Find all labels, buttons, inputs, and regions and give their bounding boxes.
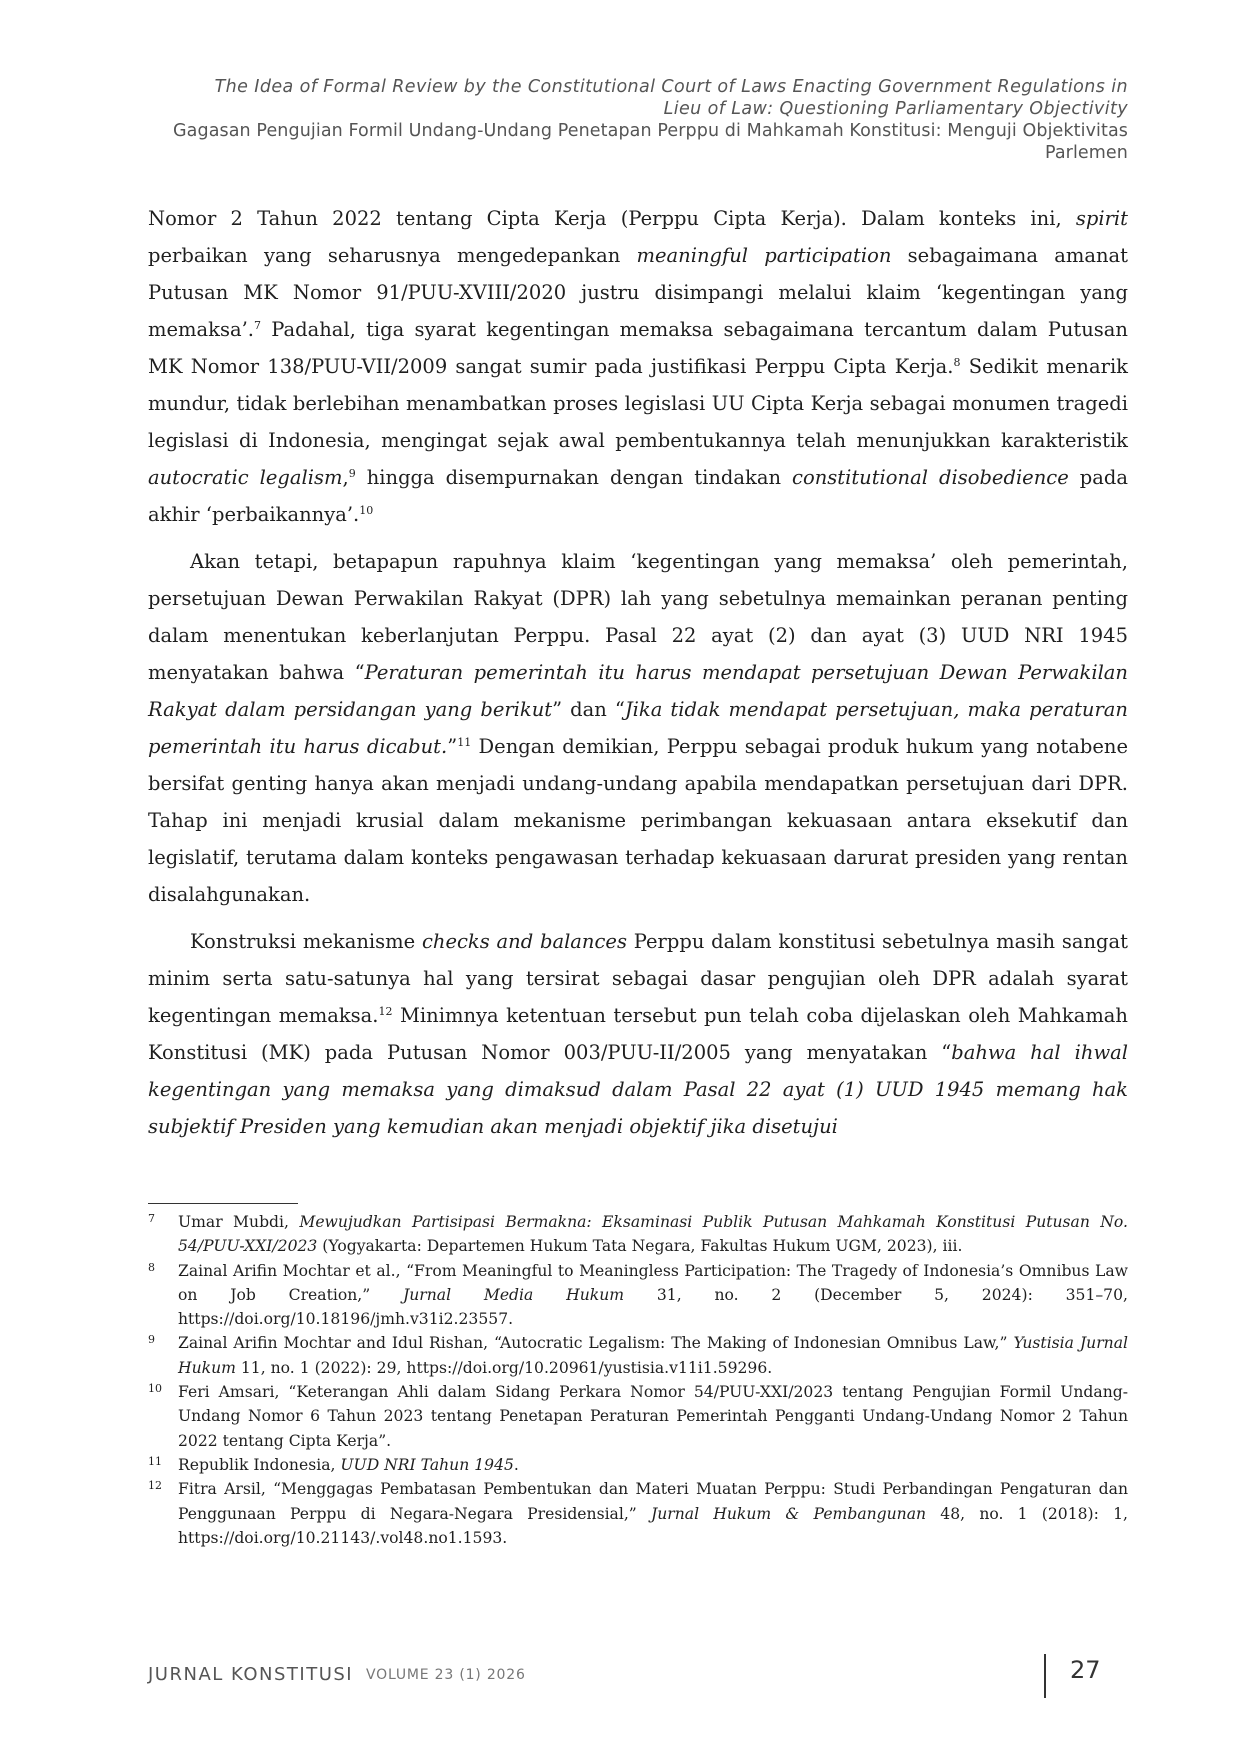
text-run: Konstruksi mekanisme (190, 930, 422, 953)
text-run: sebagaimana amanat Putusan MK Nomor 91/PUU-XVIII/2020 justru disimpangi melalui klaim ‘kegentingan yang memaksa’. (148, 244, 1128, 341)
paragraph-1 (148, 200, 1128, 533)
footnote-number: 11 (148, 1454, 162, 1468)
footnote-text: Republik Indonesia, (178, 1455, 341, 1474)
footnote-divider (148, 1203, 298, 1204)
footnote-number: 10 (148, 1382, 162, 1396)
footnote-number: 7 (148, 1212, 155, 1225)
italic-term: autocratic legalism (148, 466, 343, 489)
footnote-text: 48, no. 1 (2018): 1, https://doi.org/10.21143/.vol48.no1.1593. (178, 1504, 1128, 1547)
text-run: Akan tetapi, betapapun rapuhnya klaim ‘kegentingan yang memaksa’ oleh pemerintah, persetujuan Dewan Perwakilan Rakyat (DPR) lah yang sebetulnya memainkan peranan penting dalam menentukan keberlanjutan Perppu. Pasal 22 ayat (2) dan ayat (3) UUD NRI 1945 menyatakan bahwa “ (148, 550, 1128, 684)
footnote-text: Zainal Arifin Mochtar and Idul Rishan, “Autocratic Legalism: The Making of Indonesian Omnibus Law,” (178, 1334, 1014, 1353)
footnote-ref-9[interactable]: 9 (348, 467, 356, 480)
paragraph-3 (148, 923, 1128, 1145)
text-run: Nomor 2 Tahun 2022 tentang Cipta Kerja (Perppu Cipta Kerja). Dalam konteks ini, (148, 207, 1076, 230)
italic-quote: Jika tidak mendapat persetujuan, maka peraturan pemerintah itu harus dicabut. (148, 698, 1128, 758)
text-run: perbaikan yang seharusnya mengedepankan (148, 244, 637, 267)
footnote-italic: Yustisia Jurnal Hukum (178, 1334, 1128, 1377)
footnote-number: 8 (148, 1260, 155, 1274)
page-footer (148, 1654, 1128, 1698)
italic-quote: Peraturan pemerintah itu harus mendapat persetujuan Dewan Perwakilan Rakyat dalam persidangan yang berikut (148, 661, 1128, 721)
italic-term: checks and balances (421, 930, 627, 953)
text-run: Padahal, tiga syarat kegentingan memaksa sebagaimana tercantum dalam Putusan MK Nomor 138/PUU-VII/2009 sangat sumir pada justifikasi Perppu Cipta Kerja. (148, 318, 1128, 378)
text-run: Minimnya ketentuan tersebut pun telah coba dijelaskan oleh Mahkamah Konstitusi (MK) pada Putusan Nomor 003/PUU-II/2005 yang menyatakan “ (148, 1004, 1128, 1064)
footnote-9 (148, 1331, 1128, 1380)
main-text (148, 200, 1128, 1155)
footnote-ref-7[interactable]: 7 (254, 319, 261, 332)
footnote-text: (Yogyakarta: Departemen Hukum Tata Negara, Fakultas Hukum UGM, 2023), iii. (317, 1237, 963, 1256)
text-run: hingga disempurnakan dengan tindakan (355, 466, 793, 489)
footnote-ref-10[interactable]: 10 (359, 504, 374, 517)
footnote-10 (148, 1380, 1128, 1453)
footnote-number: 9 (148, 1333, 155, 1347)
footnote-ref-11[interactable]: 11 (457, 736, 472, 749)
footnote-12 (148, 1477, 1128, 1550)
footnote-text: Umar Mubdi, (178, 1213, 300, 1231)
journal-name: JURNAL KONSTITUSI (148, 1664, 354, 1685)
page-number: 27 (1070, 1656, 1101, 1684)
footnotes (148, 1210, 1128, 1550)
text-run: ” (447, 735, 458, 758)
running-head-english-line-2: Lieu of Law: Questioning Parliamentary Objectivity (663, 99, 1128, 119)
text-run: ” dan “ (552, 698, 625, 721)
footnote-ref-8[interactable]: 8 (953, 356, 961, 369)
running-head-english-line-1: The Idea of Formal Review by the Constitutional Court of Laws Enacting Government Regulations in (214, 77, 1128, 97)
footnote-text: Fitra Arsil, “Menggagas Pembatasan Pembentukan dan Materi Muatan Perppu: Studi Perbandingan Pengaturan dan Penggunaan Perppu di Negara-Negara Presidensial,” (178, 1480, 1128, 1523)
footer-divider (1044, 1654, 1046, 1698)
footnote-italic: Jurnal Hukum & Pembangunan (651, 1504, 927, 1523)
text-run: Dengan demikian, Perppu sebagai produk hukum yang notabene bersifat genting hanya akan menjadi undang-undang apabila mendapatkan persetujuan dari DPR. Tahap ini menjadi krusial dalam mekanisme perimbangan kekuasaan antara eksekutif dan legislatif, terutama dalam konteks pengawasan terhadap kekuasaan darurat presiden yang rentan disalahgunakan. (148, 735, 1128, 906)
running-head-english-title (148, 76, 1128, 120)
italic-term: constitutional disobedience (792, 466, 1069, 489)
paragraph-2 (148, 543, 1128, 913)
italic-term: spirit (1075, 207, 1128, 230)
italic-quote: bahwa hal ihwal kegentingan yang memaksa yang dimaksud dalam Pasal 22 ayat (1) UUD 1945 memang hak subjektif Presiden yang kemudian akan menjadi objektif jika disetujui (148, 1041, 1128, 1138)
text-run: , (342, 466, 349, 489)
text-run: pada akhir ‘perbaikannya’. (148, 466, 1128, 526)
footnote-italic: Mewujudkan Partisipasi Bermakna: Eksaminasi Publik Putusan Mahkamah Konstitusi Putusan No. 54/PUU-XXI/2023 (178, 1213, 1128, 1256)
running-head-indonesian-title: Gagasan Pengujian Formil Undang-Undang Penetapan Perppu di Mahkamah Konstitusi: Menguji Objektivitas Parlemen (173, 121, 1128, 163)
footnote-text: Zainal Arifin Mochtar et al., “From Meaningful to Meaningless Participation: The Tragedy of Indonesia’s Omnibus Law on Job Creation,” (178, 1261, 1128, 1304)
text-run: Sedikit menarik mundur, tidak berlebihan menambatkan proses legislasi UU Cipta Kerja sebagai monumen tragedi legislasi di Indonesia, mengingat sejak awal pembentukannya telah menunjukkan karakteristik (148, 355, 1128, 452)
text-run: Perppu dalam konstitusi sebetulnya masih sangat minim serta satu-satunya hal yang tersirat sebagai dasar pengujian oleh DPR adalah syarat kegentingan memaksa. (148, 930, 1128, 1027)
footnote-text: . (513, 1455, 519, 1474)
footnote-11 (148, 1453, 1128, 1477)
footnote-8 (148, 1259, 1128, 1332)
footnote-italic: UUD NRI Tahun 1945 (340, 1455, 514, 1474)
footnote-text: 31, no. 2 (December 5, 2024): 351–70, https://doi.org/10.18196/jmh.v31i2.23557. (178, 1285, 1128, 1329)
running-head (148, 76, 1128, 164)
footnote-text: 11, no. 1 (2022): 29, https://doi.org/10.20961/yustisia.v11i1.59296. (235, 1358, 773, 1377)
footnote-text: Feri Amsari, “Keterangan Ahli dalam Sidang Perkara Nomor 54/PUU-XXI/2023 tentang Pengujian Formil Undang-Undang Nomor 6 Tahun 2023 tentang Penetapan Peraturan Pemerintah Pengganti Undang-Undang Nomor 2 Tahun 2022 tentang Cipta Kerja”. (178, 1383, 1128, 1450)
italic-term: meaningful participation (636, 244, 892, 267)
footnote-ref-12[interactable]: 12 (378, 1005, 393, 1018)
footnote-7 (148, 1210, 1128, 1259)
footnote-italic: Jurnal Media Hukum (402, 1285, 625, 1304)
journal-volume: VOLUME 23 (1) 2026 (366, 1667, 526, 1683)
footnote-number: 12 (148, 1479, 162, 1493)
